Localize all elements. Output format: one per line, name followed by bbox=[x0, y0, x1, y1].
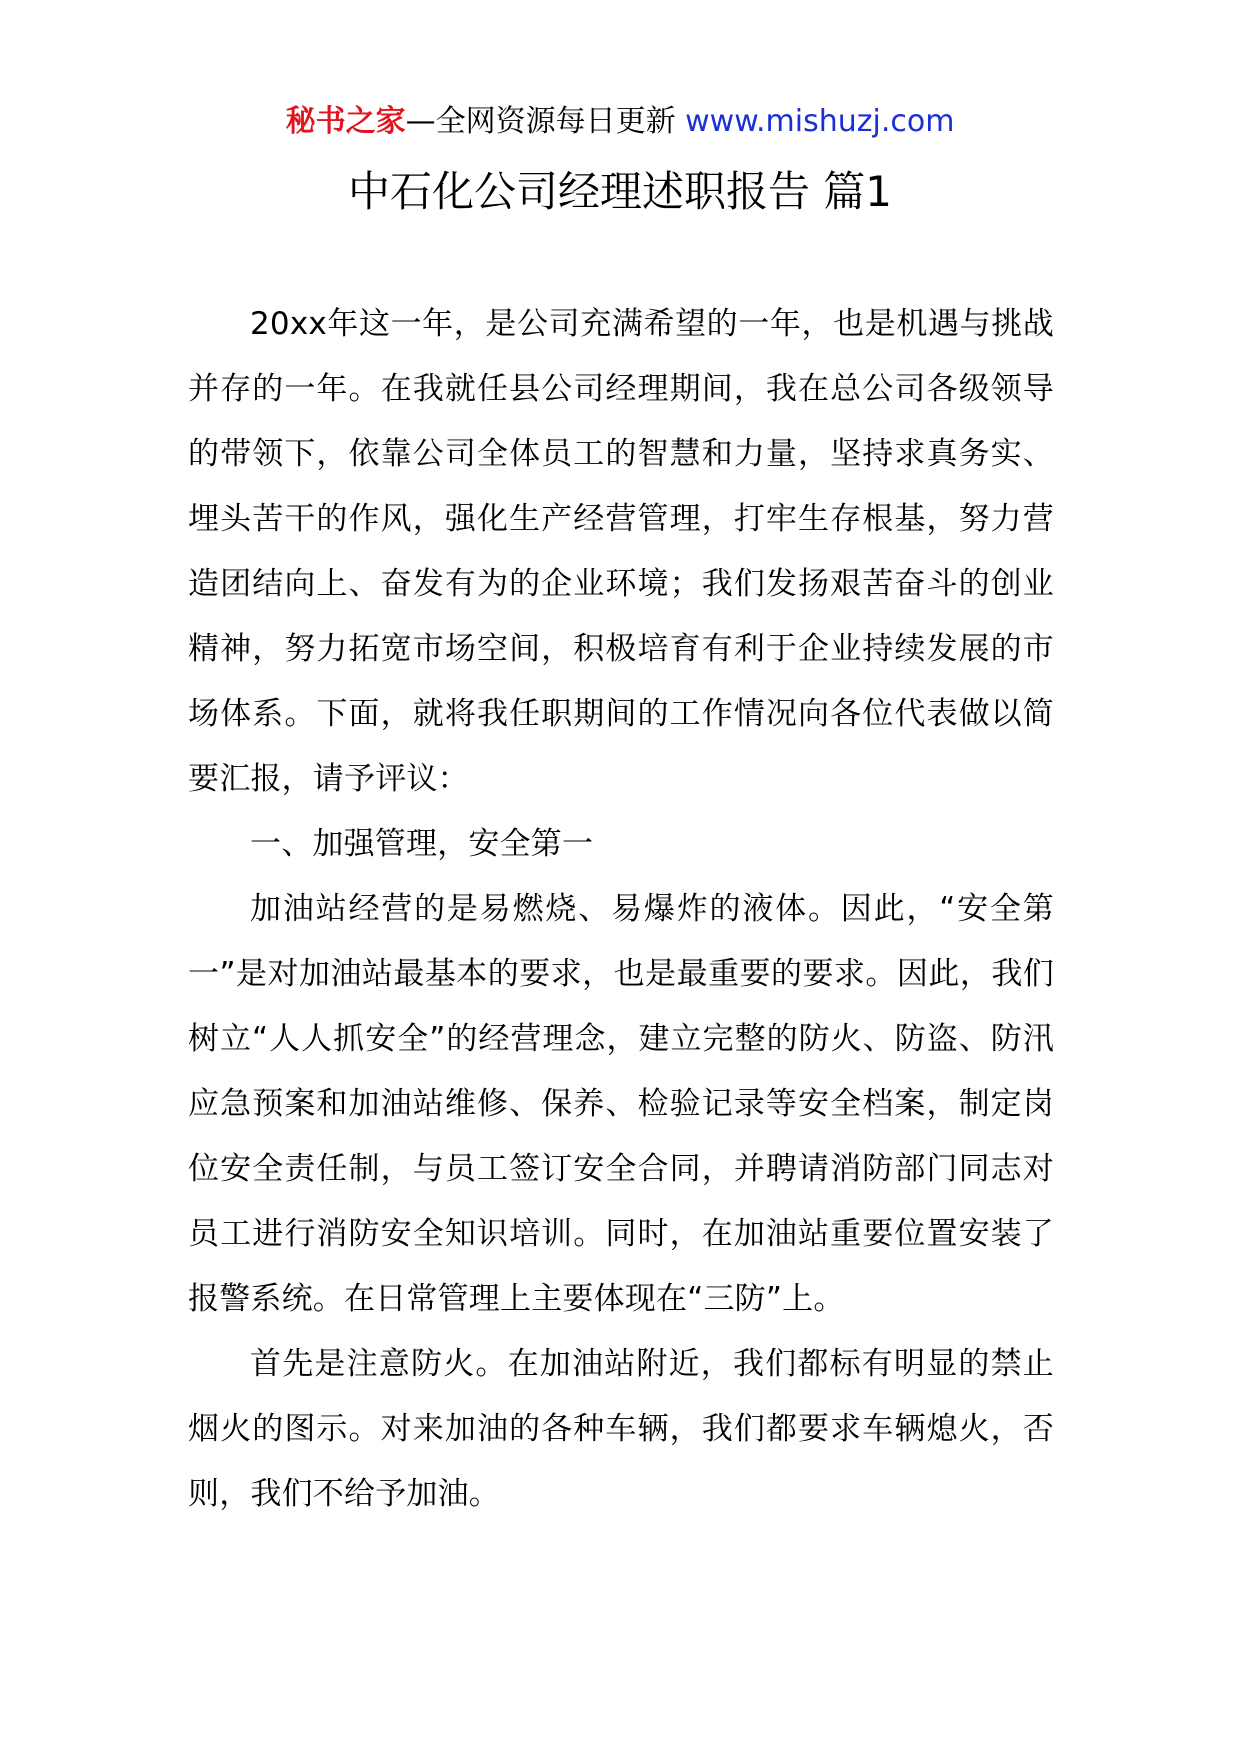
document-title: 中石化公司经理述职报告 篇1 bbox=[347, 167, 893, 216]
document-body bbox=[188, 292, 1054, 1527]
section-heading-1: 一、加强管理，安全第一 bbox=[250, 826, 594, 862]
paragraph-safety: 加油站经营的是易燃烧、易爆炸的液体。因此，“安全第一”是对加油站最基本的要求，也是最重要的要求。因此，我们树立“人人抓安全”的经营理念，建立完整的防火、防盗、防汛应急预案和加油站维修、保养、检验记录等安全档案，制定岗位安全责任制，与员工签订安全合同，并聘请消防部门同志对员工进行消防安全知识培训。同时，在加油站重要位置安装了报警系统。在日常管理上主要体现在“三防”上。 bbox=[188, 891, 1054, 1317]
brand-name: 秘书之家 bbox=[285, 104, 406, 139]
header-slogan: —全网资源每日更新 bbox=[405, 104, 686, 139]
site-url-link[interactable]: www.mishuzj.com bbox=[685, 104, 955, 139]
site-header bbox=[0, 100, 1240, 144]
paragraph-intro: 20xx年这一年，是公司充满希望的一年，也是机遇与挑战并存的一年。在我就任县公司经理期间，我在总公司各级领导的带领下，依靠公司全体员工的智慧和力量，坚持求真务实、埋头苦干的作风，强化生产经营管理，打牢生存根基，努力营造团结向上、奋发有为的企业环境；我们发扬艰苦奋斗的创业精神，努力拓宽市场空间，积极培育有利于企业持续发展的市场体系。下面，就将我任职期间的工作情况向各位代表做以简要汇报，请予评议： bbox=[188, 306, 1054, 797]
paragraph-fire-prevention: 首先是注意防火。在加油站附近，我们都标有明显的禁止烟火的图示。对来加油的各种车辆，我们都要求车辆熄火，否则，我们不给予加油。 bbox=[188, 1346, 1054, 1512]
